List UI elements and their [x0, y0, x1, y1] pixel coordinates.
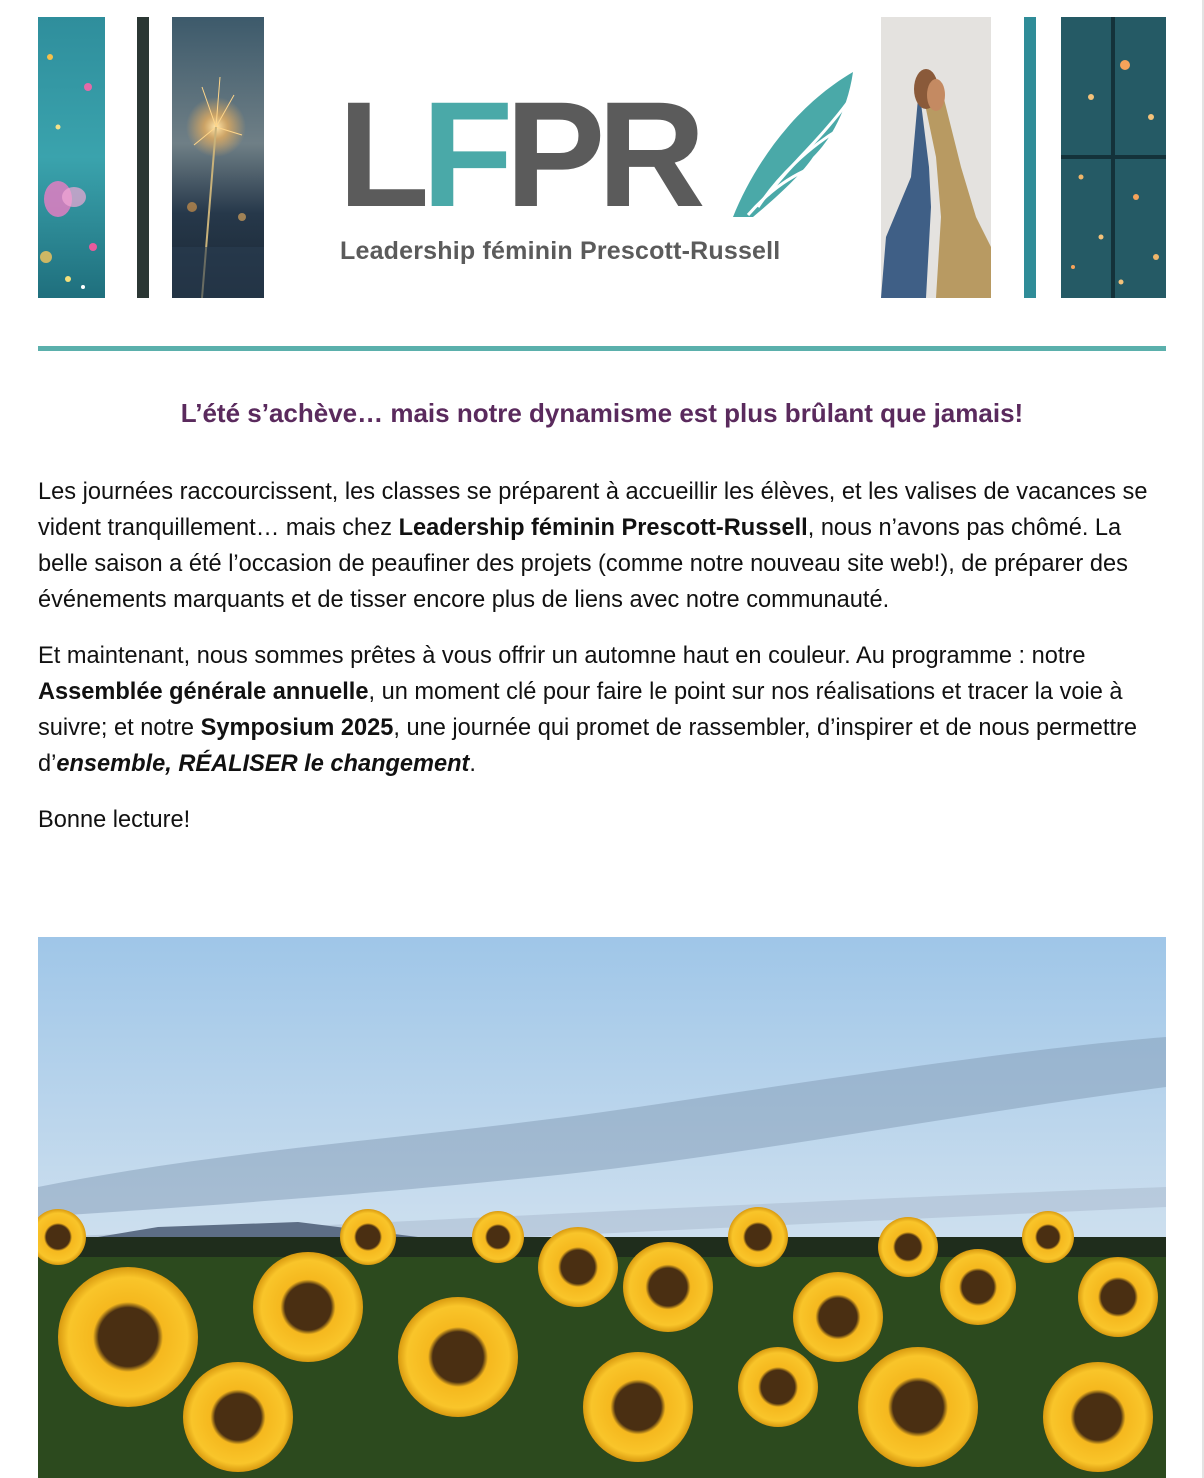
sparkler-photo-strip: [172, 17, 264, 298]
logo-letter-f: F: [421, 70, 506, 238]
intro-paragraph-2: Et maintenant, nous sommes prêtes à vous offrir un automne haut en couleur. Au programme : notre Assemblée générale annuelle, un moment clé pour faire le point sur nos réalisations et tracer la voie à suivre; et notre Symposium 2025, une journée qui promet de rassembler, d’inspirer et de nous permettre d’ensemble, RÉALISER le changement.: [38, 643, 1138, 777]
logo-letter-r: R: [597, 70, 698, 238]
string-lights-photo-strip: [1061, 17, 1166, 298]
wing-icon: [723, 67, 863, 227]
newsletter-intro: [38, 474, 1166, 858]
intro-paragraph-1: Les journées raccourcissent, les classes se préparent à accueillir les élèves, et les valises de vacances se vident tranquillement… mais chez Leadership féminin Prescott-Russell, nous n’avons pas chômé. La belle saison a été l’occasion de peaufiner des projets (comme notre nouveau site web!), de préparer des événements marquants et de tisser encore plus de liens avec notre communauté.: [38, 479, 1148, 613]
confetti-photo-strip: [38, 17, 105, 298]
logo-tagline: Leadership féminin Prescott-Russell: [340, 237, 781, 265]
newsletter-headline: L’été s’achève… mais notre dynamisme est plus brûlant que jamais!: [180, 398, 1024, 428]
teal-bar: [1024, 17, 1036, 298]
dark-bar: [137, 17, 149, 298]
newsletter-header: [38, 17, 1166, 298]
logo-wordmark: [338, 70, 698, 238]
sunflower-field-photo: [38, 937, 1166, 1478]
logo-letter-p: P: [505, 70, 598, 238]
section-divider: [38, 346, 1166, 351]
closing-line: Bonne lecture!: [38, 807, 191, 833]
raised-hands-photo-strip: [881, 17, 991, 298]
lfpr-logo: [338, 67, 898, 297]
logo-letters: [338, 70, 597, 238]
logo-letter-l: L: [338, 70, 422, 238]
